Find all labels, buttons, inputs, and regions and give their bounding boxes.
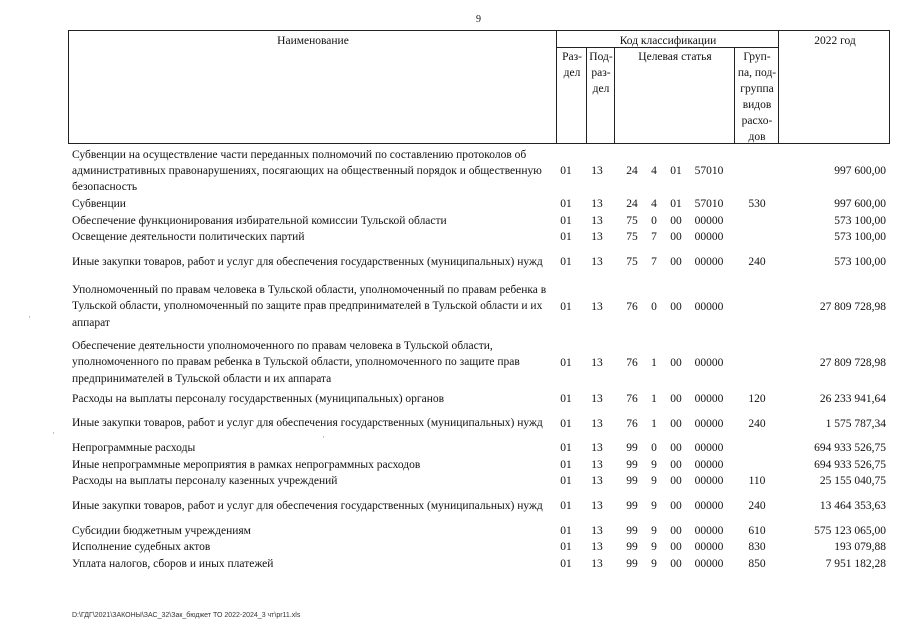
row-code-vr: 240 (748, 500, 766, 512)
row-name: Расходы на выплаты персоналу государственных (муниципальных) органов (72, 392, 445, 405)
row-amount: 997 600,00 (834, 165, 886, 177)
margin-dot: · (322, 432, 325, 442)
row-code-t4: 57010 (694, 198, 724, 211)
row-amount: 26 233 941,64 (819, 392, 886, 405)
row-code-t4: 00000 (694, 475, 724, 488)
row-code-t2: 7 (651, 256, 657, 268)
row-code-t2: 9 (651, 524, 657, 537)
row-code-t2: 1 (651, 417, 657, 430)
divider (557, 47, 778, 48)
row-code-t2: 0 (651, 442, 657, 455)
row-code-t2: 9 (651, 475, 657, 488)
row-name: Расходы на выплаты персоналу казенных учреждений (72, 475, 338, 488)
row-amount: 997 600,00 (834, 198, 886, 211)
row-code-vr: 610 (748, 524, 766, 537)
row-code-pr: 13 (591, 231, 603, 244)
row-name: Субвенции (72, 198, 126, 211)
row-code-rz: 01 (560, 231, 572, 244)
margin-dot: · (52, 428, 55, 438)
row-name: Иные непрограммные мероприятия в рамках непрограммных расходов (72, 458, 421, 471)
row-code-t4: 00000 (694, 458, 724, 471)
row-name: Непрограммные расходы (72, 442, 196, 455)
header-group: Груп- па, под- группа видов расхо- дов (737, 51, 777, 143)
row-code-t3: 00 (670, 557, 682, 570)
row-code-pr: 13 (591, 417, 603, 430)
row-code-t1: 75 (626, 231, 638, 244)
row-code-t4: 00000 (694, 214, 724, 227)
row-code-rz: 01 (560, 256, 572, 268)
header-code: Код классификации (619, 35, 717, 47)
table-row (70, 146, 890, 196)
divider (614, 47, 615, 143)
row-code-t3: 00 (670, 524, 682, 537)
row-code-t1: 75 (626, 214, 638, 227)
row-code-t3: 00 (670, 417, 682, 430)
row-amount: 7 951 182,28 (825, 557, 886, 570)
row-code-rz: 01 (560, 475, 572, 488)
row-code-rz: 01 (560, 458, 572, 471)
row-code-t2: 1 (651, 356, 657, 369)
row-code-rz: 01 (560, 417, 572, 430)
row-code-t2: 9 (651, 458, 657, 471)
row-code-t1: 99 (626, 524, 638, 537)
row-amount: 573 100,00 (834, 214, 886, 227)
row-code-rz: 01 (560, 165, 572, 177)
row-name: Обеспечение функционирования избирательной комиссии Тульской области (72, 214, 447, 227)
row-code-t4: 00000 (694, 356, 724, 369)
row-code-t4: 57010 (694, 165, 724, 177)
row-name: Иные закупки товаров, работ и услуг для обеспечения государственных (муниципальных) нужд (72, 499, 543, 512)
row-code-pr: 13 (591, 458, 603, 471)
row-code-t4: 00000 (694, 231, 724, 244)
table-row (70, 539, 890, 556)
row-code-t4: 00000 (694, 500, 724, 512)
row-name: Субвенции на осуществление части переданных полномочий по составлению протоколов об административных правонарушениях, посягающих на общественный порядок и общественную безопасность (72, 148, 542, 194)
row-code-t1: 76 (626, 300, 638, 313)
row-code-t3: 00 (670, 231, 682, 244)
row-code-t2: 4 (651, 198, 657, 211)
row-code-rz: 01 (560, 524, 572, 537)
row-code-t1: 99 (626, 475, 638, 488)
table-row (70, 440, 890, 457)
row-code-t3: 00 (670, 214, 682, 227)
row-code-t3: 00 (670, 392, 682, 405)
row-code-t2: 9 (651, 541, 657, 554)
row-name: Уплата налогов, сборов и иных платежей (72, 557, 274, 570)
row-code-t3: 00 (670, 458, 682, 471)
row-code-rz: 01 (560, 214, 572, 227)
row-code-pr: 13 (591, 356, 603, 369)
row-code-t2: 1 (651, 392, 657, 405)
row-amount: 27 809 728,98 (819, 300, 886, 313)
row-code-t1: 76 (626, 356, 638, 369)
row-code-pr: 13 (591, 524, 603, 537)
row-name: Уполномоченный по правам человека в Тульской области, уполномоченный по правам ребенка в Тульской области, уполномоченный по защите прав предпринимателей в Тульской области и их аппарат (72, 284, 547, 329)
row-code-t3: 00 (670, 256, 682, 268)
row-code-rz: 01 (560, 500, 572, 512)
table-row (70, 556, 890, 573)
row-code-t3: 00 (670, 300, 682, 313)
table-row (70, 490, 890, 523)
row-name: Освещение деятельности политических партий (72, 231, 305, 244)
row-code-t3: 00 (670, 475, 682, 488)
page-number: 9 (476, 14, 481, 25)
row-code-pr: 13 (591, 475, 603, 488)
row-code-t4: 00000 (694, 524, 724, 537)
row-code-t2: 0 (651, 300, 657, 313)
row-code-t1: 76 (626, 417, 638, 430)
row-code-t1: 99 (626, 541, 638, 554)
row-amount: 573 100,00 (834, 256, 886, 268)
row-code-t2: 9 (651, 557, 657, 570)
row-code-vr: 110 (748, 475, 766, 488)
row-code-pr: 13 (591, 392, 603, 405)
row-code-t1: 99 (626, 442, 638, 455)
table-row (70, 229, 890, 246)
header-target: Целевая статья (638, 51, 712, 63)
row-code-t4: 00000 (694, 300, 724, 313)
row-amount: 694 933 526,75 (814, 458, 886, 471)
row-code-pr: 13 (591, 214, 603, 227)
row-code-t1: 75 (626, 256, 638, 268)
row-code-t3: 00 (670, 356, 682, 369)
row-code-pr: 13 (591, 256, 603, 268)
row-code-t3: 01 (670, 198, 682, 211)
row-code-pr: 13 (591, 557, 603, 570)
row-code-t4: 00000 (694, 557, 724, 570)
table-header (68, 30, 890, 144)
divider (778, 31, 779, 143)
row-name: Исполнение судебных актов (72, 541, 211, 554)
row-amount: 27 809 728,98 (819, 356, 886, 369)
row-code-t1: 99 (626, 500, 638, 512)
table-row (70, 407, 890, 440)
row-code-pr: 13 (591, 165, 603, 177)
row-code-t3: 00 (670, 541, 682, 554)
divider (586, 47, 587, 143)
row-amount: 13 464 353,63 (819, 500, 886, 512)
header-razdel: Раз- дел (562, 51, 582, 79)
row-amount: 575 123 065,00 (814, 524, 886, 537)
row-code-t4: 00000 (694, 392, 724, 405)
row-code-t4: 00000 (694, 541, 724, 554)
row-code-vr: 830 (748, 541, 766, 554)
table-row (70, 213, 890, 230)
table-row (70, 335, 890, 391)
row-code-t2: 9 (651, 500, 657, 512)
row-code-rz: 01 (560, 541, 572, 554)
row-code-vr: 530 (748, 198, 766, 211)
table-row (70, 196, 890, 213)
divider (734, 47, 735, 143)
table-row (70, 246, 890, 279)
table-body (70, 146, 890, 572)
row-code-t2: 4 (651, 165, 657, 177)
row-name: Иные закупки товаров, работ и услуг для обеспечения государственных (муниципальных) нужд (72, 417, 543, 430)
row-amount: 25 155 040,75 (819, 475, 886, 488)
row-amount: 694 933 526,75 (814, 442, 886, 455)
row-code-vr: 850 (748, 557, 766, 570)
table-row (70, 523, 890, 540)
margin-dot: · (28, 312, 31, 322)
row-code-t1: 99 (626, 557, 638, 570)
row-code-t1: 24 (626, 198, 638, 211)
row-code-t4: 00000 (694, 417, 724, 430)
table-row (70, 279, 890, 335)
row-code-pr: 13 (591, 442, 603, 455)
row-amount: 1 575 787,34 (825, 417, 886, 430)
row-code-rz: 01 (560, 198, 572, 211)
row-code-t4: 00000 (694, 442, 724, 455)
row-code-pr: 13 (591, 198, 603, 211)
row-code-t2: 0 (651, 214, 657, 227)
row-code-t3: 00 (670, 442, 682, 455)
row-code-vr: 240 (748, 256, 766, 268)
header-podrazdel: Под- раз- дел (589, 51, 613, 95)
row-code-t1: 24 (626, 165, 638, 177)
row-code-t3: 01 (670, 165, 682, 177)
row-code-rz: 01 (560, 356, 572, 369)
row-name: Иные закупки товаров, работ и услуг для обеспечения государственных (муниципальных) нужд (72, 255, 543, 268)
header-name: Наименование (277, 35, 349, 47)
table-row (70, 457, 890, 474)
row-code-t1: 76 (626, 392, 638, 405)
row-code-rz: 01 (560, 392, 572, 405)
file-path-footer: D:\ГДГ\2021\ЗАКОНЫ\ЗАС_32\Зак_бюджет ТО 2022-2024_3 чт\pr11.xls (72, 612, 301, 619)
row-code-pr: 13 (591, 300, 603, 313)
table-row (70, 391, 890, 408)
table-row (70, 473, 890, 490)
row-code-t1: 99 (626, 458, 638, 471)
row-amount: 573 100,00 (834, 231, 886, 244)
row-code-vr: 120 (748, 392, 766, 405)
row-code-rz: 01 (560, 557, 572, 570)
row-code-pr: 13 (591, 500, 603, 512)
row-amount: 193 079,88 (834, 541, 886, 554)
row-code-pr: 13 (591, 541, 603, 554)
row-code-t2: 7 (651, 231, 657, 244)
row-code-vr: 240 (748, 417, 766, 430)
row-name: Субсидии бюджетным учреждениям (72, 524, 251, 537)
row-code-t4: 00000 (694, 256, 724, 268)
row-code-rz: 01 (560, 442, 572, 455)
row-code-rz: 01 (560, 300, 572, 313)
row-name: Обеспечение деятельности уполномоченного по правам человека в Тульской области, уполномоченного по правам ребенка в Тульской области, уполномоченного по защите прав предпринимателей в Тульской области и их аппарата (72, 340, 520, 385)
header-year: 2022 год (814, 35, 856, 47)
row-code-t3: 00 (670, 500, 682, 512)
